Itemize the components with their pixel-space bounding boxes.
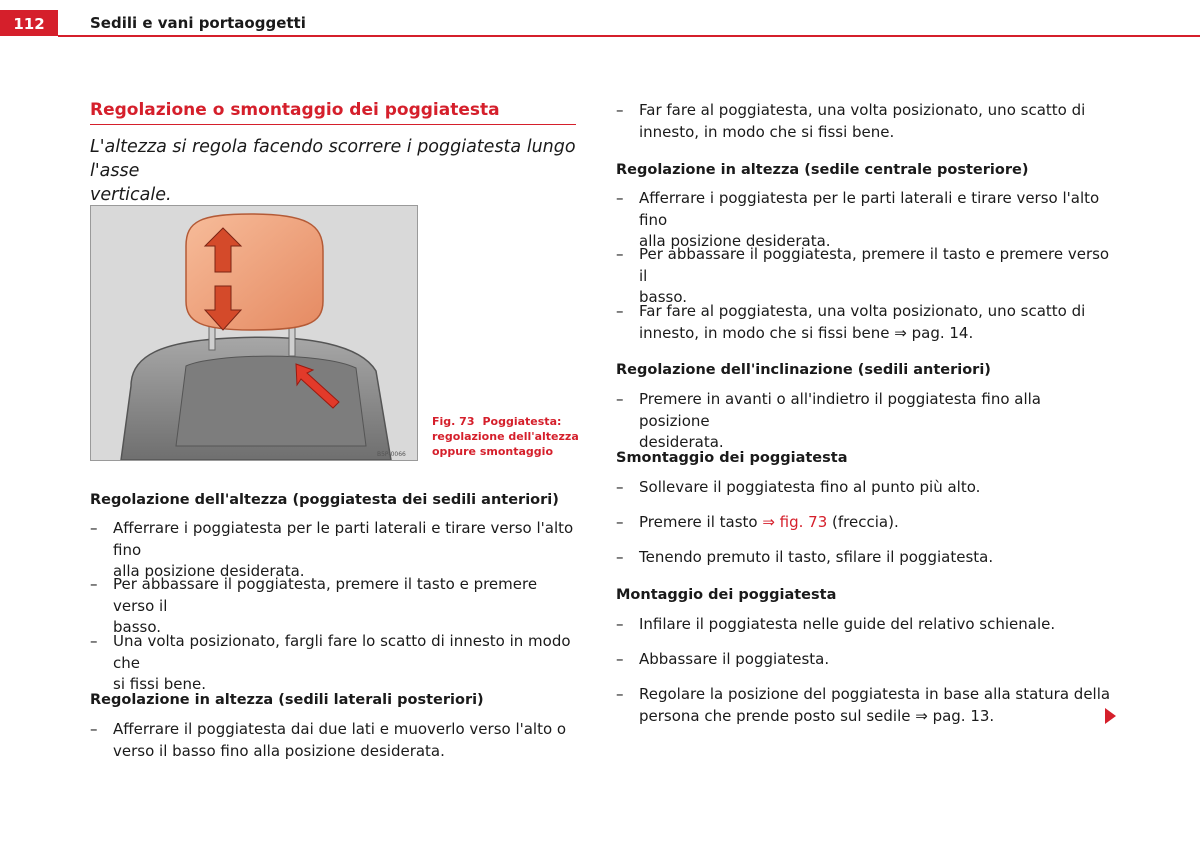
subsection-title: Regolazione dell'altezza (poggiatesta dei sedili anteriori) — [90, 492, 559, 508]
item-line: Una volta posizionato, fargli fare lo scatto di innesto in modo che — [113, 632, 571, 672]
dash: – — [616, 189, 624, 207]
list-item — [616, 301, 1116, 345]
headrest-figure — [90, 205, 418, 461]
subsection-title: Smontaggio dei poggiatesta — [616, 450, 848, 466]
item-line: si fissi bene. — [113, 675, 207, 693]
list-item — [90, 574, 580, 636]
page-header — [0, 0, 1200, 36]
dash: – — [616, 302, 624, 320]
section-rule — [90, 124, 576, 125]
item-line: Per abbassare il poggiatesta, premere il tasto e premere verso il — [639, 245, 1110, 285]
page-number: 112 — [0, 10, 58, 36]
item-text: Premere il tasto — [639, 513, 763, 531]
image-code: B5P-0066 — [377, 451, 406, 458]
dash: – — [616, 685, 624, 703]
item-line: Abbassare il poggiatesta. — [639, 650, 830, 668]
item-line: basso. — [639, 288, 688, 306]
item-line: Premere in avanti o all'indietro il poggiatesta fino alla posizione — [639, 390, 1041, 430]
dash: – — [616, 513, 624, 531]
list-item — [90, 631, 580, 693]
item-line: Infilare il poggiatesta nelle guide del relativo schienale. — [639, 615, 1056, 633]
item-line: Tenendo premuto il tasto, sfilare il poggiatesta. — [639, 548, 994, 566]
list-item — [616, 547, 1116, 569]
list-item — [616, 100, 1116, 144]
dash: – — [616, 650, 624, 668]
list-item — [616, 188, 1116, 250]
subsection-title: Montaggio dei poggiatesta — [616, 587, 837, 603]
dash: – — [616, 548, 624, 566]
item-line: innesto, in modo che si fissi bene. — [639, 122, 895, 141]
item-line: Regolare la posizione del poggiatesta in base alla statura della — [639, 685, 1111, 703]
caption-text: oppure smontaggio — [432, 445, 554, 458]
list-item — [616, 649, 1116, 671]
dash: – — [616, 101, 624, 119]
dash: – — [90, 720, 98, 738]
list-item — [616, 614, 1116, 636]
list-item — [616, 512, 1116, 534]
page-reference-link[interactable]: persona che prende posto sul sedile ⇒ pag. 13. — [639, 706, 995, 725]
list-item — [616, 477, 1116, 499]
list-item — [90, 518, 580, 580]
item-line: Afferrare i poggiatesta per le parti laterali e tirare verso l'alto fino — [639, 189, 1100, 229]
dash: – — [616, 245, 624, 263]
section-title: Regolazione o smontaggio dei poggiatesta — [90, 100, 500, 120]
subsection-title: Regolazione in altezza (sedile centrale posteriore) — [616, 162, 1029, 178]
item-line: alla posizione desiderata. — [113, 562, 305, 580]
figure-number: Fig. 73 — [432, 415, 475, 428]
list-item — [90, 719, 580, 763]
item-line: Far fare al poggiatesta, una volta posizionato, uno scatto di — [639, 302, 1086, 320]
dash: – — [616, 615, 624, 633]
header-rule — [58, 35, 1200, 37]
dash: – — [616, 390, 624, 408]
intro-line: L'altezza si regola facendo scorrere i poggiatesta lungo l'asse — [90, 137, 576, 181]
item-line: Far fare al poggiatesta, una volta posizionato, uno scatto di — [639, 101, 1086, 119]
chapter-title: Sedili e vani portaoggetti — [90, 14, 306, 32]
item-text: (freccia). — [827, 513, 899, 531]
item-line: Afferrare il poggiatesta dai due lati e muoverlo verso l'alto o — [113, 720, 567, 738]
item-line: Per abbassare il poggiatesta, premere il tasto e premere verso il — [113, 575, 538, 615]
subsection-title: Regolazione in altezza (sedili laterali posteriori) — [90, 692, 484, 708]
figure-caption — [432, 414, 582, 459]
item-line: Sollevare il poggiatesta fino al punto più alto. — [639, 478, 981, 496]
item-line: basso. — [113, 618, 162, 636]
dash: – — [90, 519, 98, 537]
caption-text: regolazione dell'altezza — [432, 430, 579, 443]
dash: – — [616, 478, 624, 496]
list-item — [616, 244, 1116, 306]
section-intro — [90, 135, 580, 207]
dash: – — [90, 632, 98, 650]
item-line: Afferrare i poggiatesta per le parti laterali e tirare verso l'alto fino — [113, 519, 574, 559]
item-line: verso il basso fino alla posizione desiderata. — [113, 741, 445, 760]
headrest-illustration — [91, 206, 417, 460]
intro-line: verticale. — [90, 185, 172, 205]
list-item — [616, 389, 1116, 451]
next-page-arrow-icon[interactable] — [1105, 708, 1116, 724]
item-line: alla posizione desiderata. — [639, 232, 831, 250]
dash: – — [90, 575, 98, 593]
list-item — [616, 684, 1116, 728]
page-reference-link[interactable]: innesto, in modo che si fissi bene ⇒ pag. 14. — [639, 323, 974, 342]
caption-text: Poggiatesta: — [482, 415, 562, 428]
item-line: desiderata. — [639, 433, 724, 451]
subsection-title: Regolazione dell'inclinazione (sedili anteriori) — [616, 362, 991, 378]
figure-reference-link[interactable]: ⇒ fig. 73 — [762, 513, 828, 531]
